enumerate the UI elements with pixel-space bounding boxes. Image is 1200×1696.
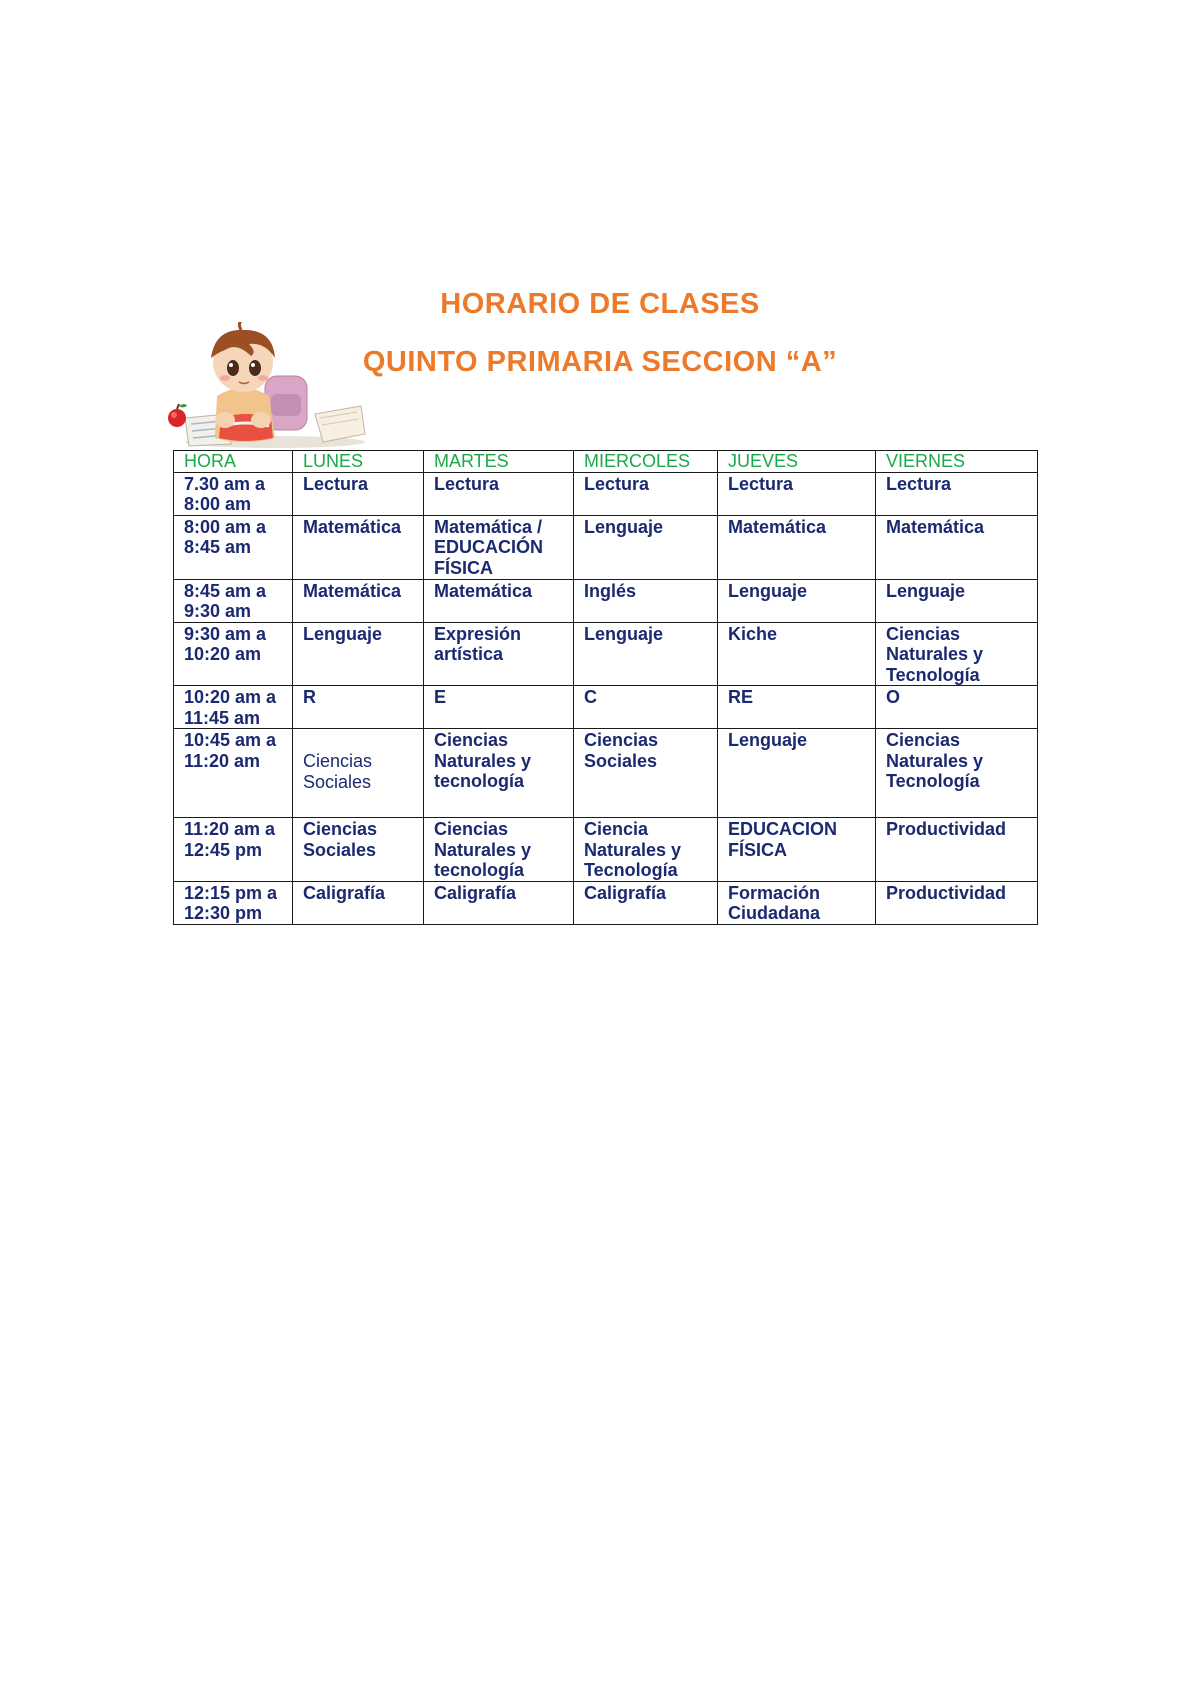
cell-martes: Expresión artística <box>424 622 574 686</box>
cell-hora: 9:30 am a 10:20 am <box>174 622 293 686</box>
cell-lunes: Lenguaje <box>293 622 424 686</box>
cell-jueves: EDUCACION FÍSICA <box>718 818 876 882</box>
cell-miercoles: Lenguaje <box>574 622 718 686</box>
table-row <box>174 686 1038 729</box>
cell-miercoles: Ciencias Sociales <box>574 729 718 818</box>
cell-hora: 10:45 am a 11:20 am <box>174 729 293 818</box>
cell-miercoles: C <box>574 686 718 729</box>
cell-jueves: Matemática <box>718 515 876 579</box>
cell-martes: Lectura <box>424 472 574 515</box>
table-row <box>174 472 1038 515</box>
cell-lunes: Matemática <box>293 579 424 622</box>
table-row <box>174 881 1038 924</box>
cell-lunes: Caligrafía <box>293 881 424 924</box>
cell-martes: Ciencias Naturales y tecnología <box>424 818 574 882</box>
cell-jueves: Lectura <box>718 472 876 515</box>
cell-hora: 7.30 am a 8:00 am <box>174 472 293 515</box>
table-row <box>174 729 1038 818</box>
cell-hora: 10:20 am a 11:45 am <box>174 686 293 729</box>
header-miercoles: MIERCOLES <box>574 451 718 473</box>
cell-miercoles: Inglés <box>574 579 718 622</box>
cell-martes: Caligrafía <box>424 881 574 924</box>
page-subtitle: QUINTO PRIMARIA SECCION “A” <box>362 346 838 378</box>
cell-viernes: Lenguaje <box>876 579 1038 622</box>
cell-martes: E <box>424 686 574 729</box>
header-jueves: JUEVES <box>718 451 876 473</box>
cell-lunes: Ciencias Sociales <box>293 818 424 882</box>
cell-jueves: Kiche <box>718 622 876 686</box>
cell-jueves: Formación Ciudadana <box>718 881 876 924</box>
page-title: HORARIO DE CLASES <box>440 288 760 320</box>
table-row <box>174 622 1038 686</box>
header-martes: MARTES <box>424 451 574 473</box>
cell-jueves: Lenguaje <box>718 729 876 818</box>
header-viernes: VIERNES <box>876 451 1038 473</box>
table-header-row <box>174 451 1038 473</box>
cell-miercoles: Ciencia Naturales y Tecnología <box>574 818 718 882</box>
cell-miercoles: Caligrafía <box>574 881 718 924</box>
cell-viernes: Productividad <box>876 818 1038 882</box>
cell-hora: 11:20 am a 12:45 pm <box>174 818 293 882</box>
cell-jueves: Lenguaje <box>718 579 876 622</box>
cell-lunes: Ciencias Sociales <box>293 729 424 818</box>
cell-viernes: Productividad <box>876 881 1038 924</box>
cell-viernes: Lectura <box>876 472 1038 515</box>
table-row <box>174 818 1038 882</box>
cell-lunes: R <box>293 686 424 729</box>
cell-martes: Matemática / EDUCACIÓN FÍSICA <box>424 515 574 579</box>
cell-viernes: Ciencias Naturales y Tecnología <box>876 622 1038 686</box>
cell-miercoles: Lenguaje <box>574 515 718 579</box>
table-row <box>174 579 1038 622</box>
cell-martes: Ciencias Naturales y tecnología <box>424 729 574 818</box>
header-lunes: LUNES <box>293 451 424 473</box>
cell-hora: 12:15 pm a 12:30 pm <box>174 881 293 924</box>
cell-martes: Matemática <box>424 579 574 622</box>
cell-viernes: Ciencias Naturales y Tecnología <box>876 729 1038 818</box>
cell-lunes: Lectura <box>293 472 424 515</box>
cell-viernes: Matemática <box>876 515 1038 579</box>
cell-miercoles: Lectura <box>574 472 718 515</box>
cell-hora: 8:00 am a 8:45 am <box>174 515 293 579</box>
table-row <box>174 515 1038 579</box>
cell-jueves: RE <box>718 686 876 729</box>
class-schedule-table <box>173 450 1038 925</box>
cell-viernes: O <box>876 686 1038 729</box>
header-hora: HORA <box>174 451 293 473</box>
child-with-books-illustration <box>165 322 370 450</box>
cell-hora: 8:45 am a 9:30 am <box>174 579 293 622</box>
cell-lunes: Matemática <box>293 515 424 579</box>
